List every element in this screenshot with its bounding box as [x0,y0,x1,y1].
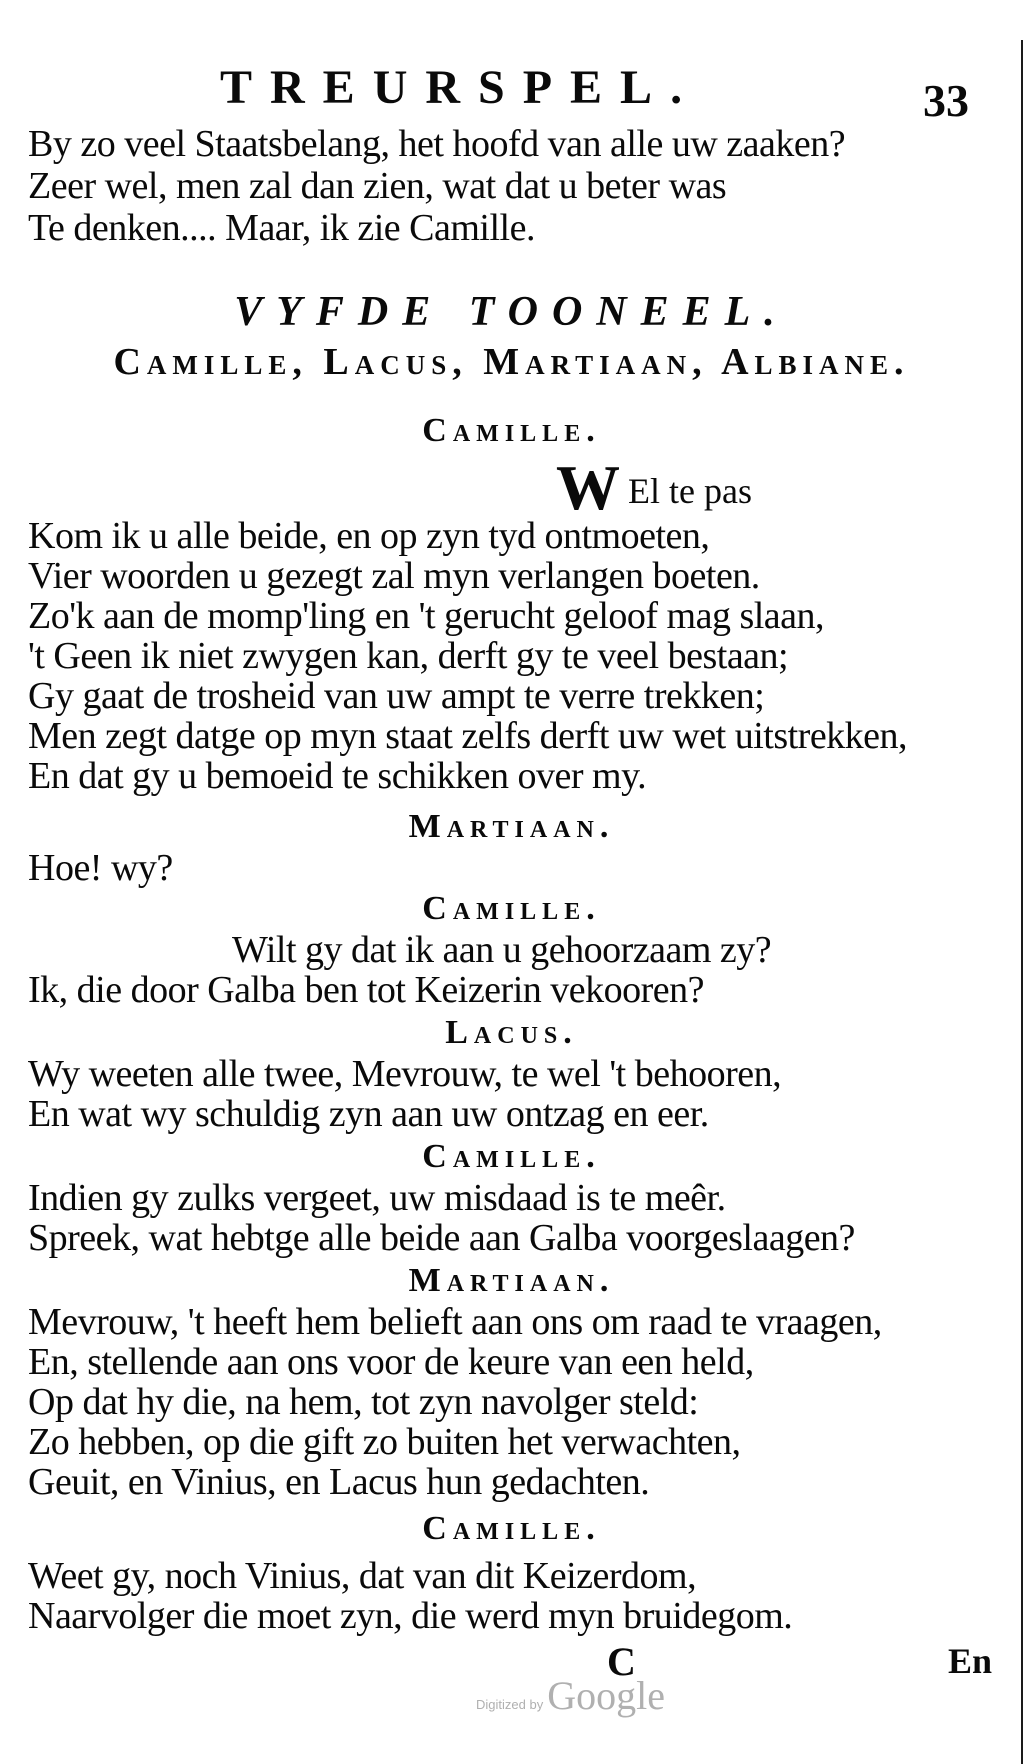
running-title: TREURSPEL. [220,61,701,114]
verse-line: Spreek, wat hebtge alle beide aan Galba voorgeslaagen? [28,1217,855,1259]
verse-line: Wy weeten alle twee, Mevrouw, te wel 't behooren, [28,1053,782,1095]
cast-list: Camille, Lacus, Martiaan, Albiane. [113,341,910,383]
verse-line: Indien gy zulks vergeet, uw misdaad is te meêr. [28,1177,726,1219]
verse-line: Zo'k aan de momp'ling en 't gerucht geloof mag slaan, [28,595,825,637]
verse-line: Kom ik u alle beide, en op zyn tyd ontmoeten, [28,515,710,557]
speaker-heading: Camille. [422,890,601,927]
verse-line: Zo hebben, op die gift zo buiten het verwachten, [28,1421,741,1463]
signature-mark: C [607,1639,636,1684]
verse-line: Gy gaat de trosheid van uw ampt te verre trekken; [28,675,765,717]
watermark-label: Digitized by [476,1697,544,1712]
speaker-heading: Camille. [422,1510,601,1547]
verse-line: En dat gy u bemoeid te schikken over my. [28,755,647,797]
verse-line: Hoe! wy? [28,847,173,889]
speaker-heading: Martiaan. [408,808,615,845]
verse-line: Weet gy, noch Vinius, dat van dit Keizerdom, [28,1555,697,1597]
digitized-watermark [476,1672,665,1719]
verse-line: Vier woorden u gezegt zal myn verlangen boeten. [28,555,760,597]
verse-line: Mevrouw, 't heeft hem belieft aan ons om raad te vraagen, [28,1301,882,1343]
verse-line: Op dat hy die, na hem, tot zyn navolger steld: [28,1381,699,1423]
verse-line: Wilt gy dat ik aan u gehoorzaam zy? [232,929,772,971]
google-logo: Google [547,1673,665,1718]
verse-line: Te denken.... Maar, ik zie Camille. [28,207,535,249]
speaker-heading: Camille. [422,412,601,449]
speaker-heading: Camille. [422,1138,601,1175]
verse-line: Naarvolger die moet zyn, die werd myn bruidegom. [28,1595,793,1637]
verse-line: By zo veel Staatsbelang, het hoofd van alle uw zaaken? [28,123,846,165]
speaker-heading: Lacus. [445,1014,578,1051]
speaker-heading: Martiaan. [408,1262,615,1299]
verse-line: En wat wy schuldig zyn aan uw ontzag en eer. [28,1093,709,1135]
verse-line: Geuit, en Vinius, en Lacus hun gedachten. [28,1461,650,1503]
verse-line: 't Geen ik niet zwygen kan, derft gy te veel bestaan; [28,635,789,677]
verse-line: Men zegt datge op myn staat zelfs derft uw wet uitstrekken, [28,715,908,757]
scene-title: VYFDE TOONEEL. [234,289,789,335]
verse-line: Ik, die door Galba ben tot Keizerin vekooren? [28,969,705,1011]
verse-line: El te pas [628,471,752,511]
drop-cap: W [556,452,620,523]
catchword: En [948,1641,993,1681]
verse-line: Zeer wel, men zal dan zien, wat dat u beter was [28,165,727,207]
verse-line: En, stellende aan ons voor de keure van een held, [28,1341,754,1383]
page-number: 33 [923,75,969,126]
